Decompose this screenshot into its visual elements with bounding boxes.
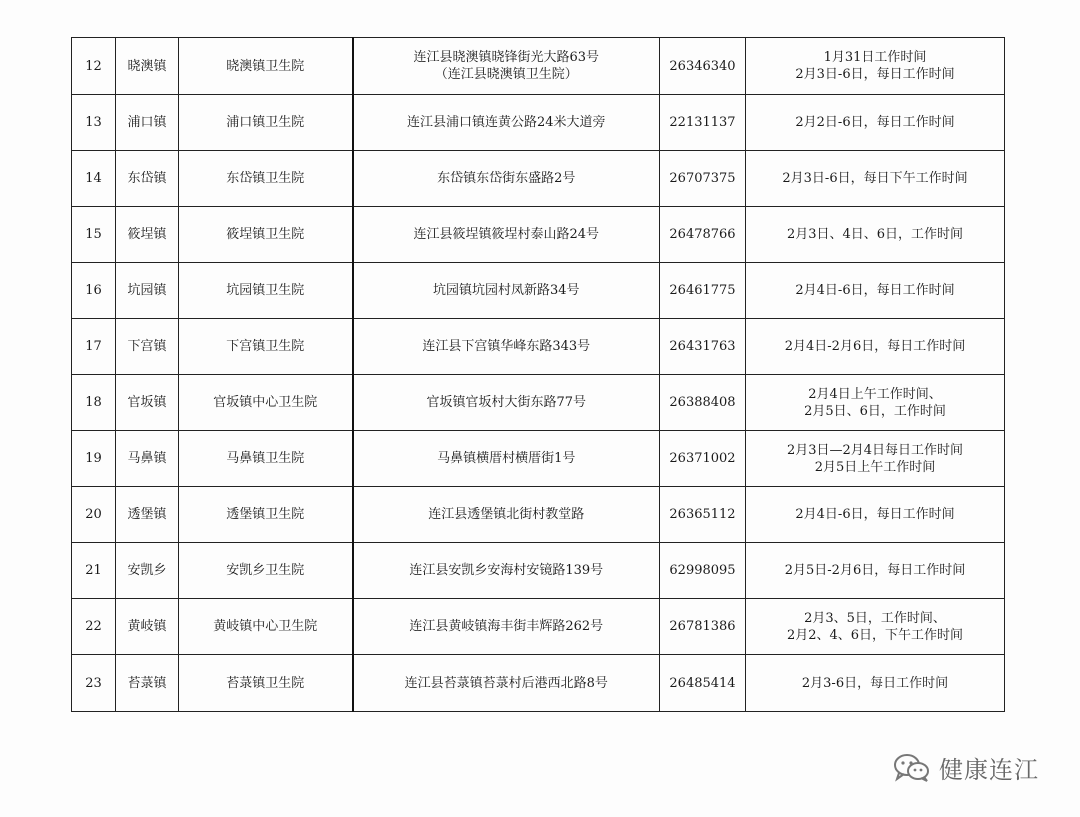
town-name: 官坂镇	[116, 375, 179, 431]
clinic-address	[353, 95, 660, 151]
address-line: 官坂镇官坂村大街东路77号	[426, 395, 587, 410]
clinic-address	[353, 38, 660, 95]
phone-number: 26388408	[660, 375, 746, 431]
address-line: （连江县晓澳镇卫生院）	[434, 67, 578, 82]
table-row	[72, 263, 1005, 319]
clinic-name: 东岱镇卫生院	[179, 151, 353, 207]
address-line: 东岱镇东岱街东盛路2号	[437, 171, 576, 186]
hours-line: 2月5日、6日，工作时间	[804, 403, 946, 419]
service-hours	[746, 375, 1005, 431]
town-name: 马鼻镇	[116, 431, 179, 487]
phone-number: 22131137	[660, 95, 746, 151]
town-name: 东岱镇	[116, 151, 179, 207]
hours-line: 2月4日-6日，每日工作时间	[795, 507, 955, 522]
row-number: 21	[72, 543, 116, 599]
address-line: 连江县安凯乡安海村安镜路139号	[409, 563, 604, 578]
address-line: 马鼻镇横厝村横厝街1号	[437, 451, 576, 466]
row-number: 22	[72, 599, 116, 655]
hours-line: 2月3-6日，每日工作时间	[801, 675, 949, 691]
phone-number: 26431763	[660, 319, 746, 375]
address-line: 连江县黄岐镇海丰街丰辉路262号	[409, 619, 604, 634]
phone-number: 26781386	[660, 599, 746, 655]
service-hours	[746, 38, 1005, 95]
clinic-address	[353, 599, 660, 655]
table-row	[72, 319, 1005, 375]
town-name: 浦口镇	[116, 95, 179, 151]
service-hours	[746, 543, 1005, 599]
address-line: 连江县晓澳镇晓锋街光大路63号	[413, 50, 600, 65]
row-number: 20	[72, 487, 116, 543]
hours-line: 2月4日-6日，每日工作时间	[795, 283, 955, 298]
clinic-name: 马鼻镇卫生院	[179, 431, 353, 487]
table-row	[72, 375, 1005, 431]
town-name: 筱埕镇	[116, 207, 179, 263]
phone-number: 26346340	[660, 38, 746, 95]
clinic-name: 晓澳镇卫生院	[179, 38, 353, 95]
clinic-name: 透堡镇卫生院	[179, 487, 353, 543]
service-hours	[746, 487, 1005, 543]
town-name: 安凯乡	[116, 543, 179, 599]
clinic-name: 安凯乡卫生院	[179, 543, 353, 599]
table-row	[72, 151, 1005, 207]
address-line: 连江县筱埕镇筱埕村泰山路24号	[413, 227, 600, 242]
clinic-address	[353, 487, 660, 543]
service-hours	[746, 263, 1005, 319]
clinic-name: 下宫镇卫生院	[179, 319, 353, 375]
clinic-address	[353, 655, 660, 712]
table-row	[72, 655, 1005, 712]
clinic-address	[353, 151, 660, 207]
hours-line: 2月4日-2月6日，每日工作时间	[784, 339, 966, 354]
row-number: 19	[72, 431, 116, 487]
clinic-name: 浦口镇卫生院	[179, 95, 353, 151]
table-body	[72, 38, 1005, 712]
address-line: 连江县浦口镇连黄公路24米大道旁	[406, 115, 606, 130]
hours-line: 2月3、5日，工作时间、	[804, 610, 946, 626]
row-number: 17	[72, 319, 116, 375]
phone-number: 62998095	[660, 543, 746, 599]
hours-line: 1月31日工作时间	[823, 50, 927, 65]
table-row	[72, 543, 1005, 599]
clinic-name: 官坂镇中心卫生院	[179, 375, 353, 431]
hours-line: 2月2日-6日，每日工作时间	[795, 115, 955, 130]
row-number: 12	[72, 38, 116, 95]
service-hours	[746, 431, 1005, 487]
service-hours	[746, 95, 1005, 151]
service-hours	[746, 655, 1005, 712]
hours-line: 2月3日—2月4日每日工作时间	[786, 442, 964, 458]
hours-line: 2月3日-6日，每日下午工作时间	[782, 171, 968, 186]
address-line: 连江县下宫镇华峰东路343号	[422, 339, 591, 354]
phone-number: 26371002	[660, 431, 746, 487]
clinic-name: 筱埕镇卫生院	[179, 207, 353, 263]
town-name: 透堡镇	[116, 487, 179, 543]
phone-number: 26478766	[660, 207, 746, 263]
town-name: 坑园镇	[116, 263, 179, 319]
clinic-address	[353, 431, 660, 487]
table-row	[72, 599, 1005, 655]
service-hours	[746, 207, 1005, 263]
phone-number: 26707375	[660, 151, 746, 207]
hours-line: 2月4日上午工作时间、	[808, 386, 942, 402]
town-name: 晓澳镇	[116, 38, 179, 95]
clinic-name: 苔菉镇卫生院	[179, 655, 353, 712]
hours-line: 2月3日、4日、6日，工作时间	[786, 227, 964, 242]
table-row	[72, 38, 1005, 95]
phone-number: 26485414	[660, 655, 746, 712]
clinic-schedule-table	[71, 37, 1005, 712]
table-row	[72, 487, 1005, 543]
row-number: 23	[72, 655, 116, 712]
wechat-icon	[893, 753, 931, 783]
service-hours	[746, 599, 1005, 655]
clinic-name: 黄岐镇中心卫生院	[179, 599, 353, 655]
hours-line: 2月2、4、6日，下午工作时间	[786, 627, 964, 643]
hours-line: 2月3日-6日，每日工作时间	[795, 67, 955, 82]
table-row	[72, 207, 1005, 263]
row-number: 14	[72, 151, 116, 207]
hours-line: 2月5日-2月6日，每日工作时间	[784, 563, 966, 578]
row-number: 13	[72, 95, 116, 151]
phone-number: 26365112	[660, 487, 746, 543]
clinic-address	[353, 207, 660, 263]
row-number: 16	[72, 263, 116, 319]
address-line: 坑园镇坑园村凤新路34号	[432, 283, 580, 298]
town-name: 下宫镇	[116, 319, 179, 375]
hours-line: 2月5日上午工作时间	[814, 459, 936, 475]
service-hours	[746, 319, 1005, 375]
row-number: 15	[72, 207, 116, 263]
town-name: 黄岐镇	[116, 599, 179, 655]
clinic-address	[353, 543, 660, 599]
service-hours	[746, 151, 1005, 207]
account-name: 健康连江	[939, 756, 1039, 784]
clinic-address	[353, 375, 660, 431]
clinic-name: 坑园镇卫生院	[179, 263, 353, 319]
table-row	[72, 95, 1005, 151]
address-line: 连江县苔菉镇苔菉村后港西北路8号	[404, 675, 608, 691]
clinic-address	[353, 319, 660, 375]
phone-number: 26461775	[660, 263, 746, 319]
town-name: 苔菉镇	[116, 655, 179, 712]
clinic-address	[353, 263, 660, 319]
row-number: 18	[72, 375, 116, 431]
address-line: 连江县透堡镇北街村教堂路	[428, 507, 585, 522]
account-watermark	[893, 750, 1039, 785]
table-row	[72, 431, 1005, 487]
